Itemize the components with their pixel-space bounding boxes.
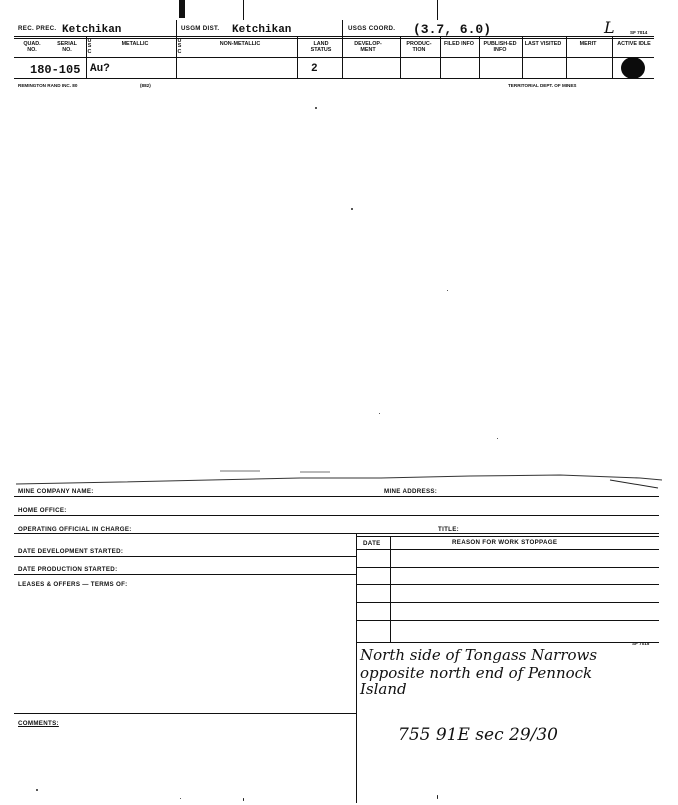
last-visited-header: LAST VISITED <box>524 41 562 47</box>
corner-mark: L <box>604 18 615 37</box>
metallic-value: Au? <box>90 63 110 75</box>
location-note-line-2: opposite north end of Pennock <box>360 664 593 682</box>
mine-company-name-label: MINE COMPANY NAME: <box>18 488 94 495</box>
bottom-form-number: SF 7015 <box>632 641 650 646</box>
torn-edge <box>0 468 678 494</box>
date-production-label: DATE PRODUCTION STARTED: <box>18 566 118 573</box>
leases-label: LEASES & OFFERS — TERMS OF: <box>18 581 128 588</box>
department-imprint: TERRITORIAL DEPT. OF MINES <box>508 83 577 88</box>
usgm-dist-value: Ketchikan <box>232 24 292 36</box>
printer-imprint: REMINGTON RAND INC. 80 <box>18 83 78 88</box>
comment-note: 755 91E sec 29/30 <box>398 725 558 745</box>
index-tab-marker <box>179 0 185 18</box>
non-metallic-usc: U S C <box>177 38 182 55</box>
serial-header: SERIAL NO. <box>57 41 77 53</box>
date-development-label: DATE DEVELOPMENT STARTED: <box>18 548 124 555</box>
location-note-line-1: North side of Tongass Narrows <box>360 646 598 664</box>
rec-prec-value: Ketchikan <box>62 24 122 36</box>
mine-address-label: MINE ADDRESS: <box>384 488 438 495</box>
filed-info-header: FILED INFO <box>444 41 474 47</box>
quad-header: QUAD. NO. <box>23 41 41 53</box>
printer-code: (882) <box>140 83 151 88</box>
active-status-stamp <box>621 57 645 79</box>
development-header: DEVELOP-MENT <box>354 41 382 53</box>
usgs-coord-value: (3.7, 6.0) <box>413 22 492 37</box>
usgm-dist-label: USGM DIST. <box>181 25 220 32</box>
land-status-value: 2 <box>311 63 318 75</box>
reason-column-header: REASON FOR WORK STOPPAGE <box>452 539 558 546</box>
title-label: TITLE: <box>438 526 460 533</box>
rec-prec-label: REC. PREC. <box>18 25 57 32</box>
production-header: PRODUC-TION <box>406 41 432 53</box>
published-info-header: PUBLISH-ED INFO <box>483 41 517 53</box>
metallic-header: METALLIC <box>121 41 149 47</box>
home-office-label: HOME OFFICE: <box>18 507 67 514</box>
active-idle-header: ACTIVE IDLE <box>617 41 651 47</box>
comments-label: COMMENTS: <box>18 720 59 727</box>
date-column-header: DATE <box>363 540 381 547</box>
usgs-coord-label: USGS COORD. <box>348 25 396 32</box>
operating-official-label: OPERATING OFFICIAL IN CHARGE: <box>18 526 132 533</box>
land-status-header: LAND STATUS <box>310 41 332 53</box>
non-metallic-header: NON-METALLIC <box>219 41 261 47</box>
merit-header: MERIT <box>579 41 597 47</box>
location-note-line-3: Island <box>360 680 407 698</box>
top-form-number: SF 7014 <box>630 30 648 35</box>
quad-serial-value: 180-105 <box>30 63 81 77</box>
metallic-usc: U S C <box>87 38 92 55</box>
